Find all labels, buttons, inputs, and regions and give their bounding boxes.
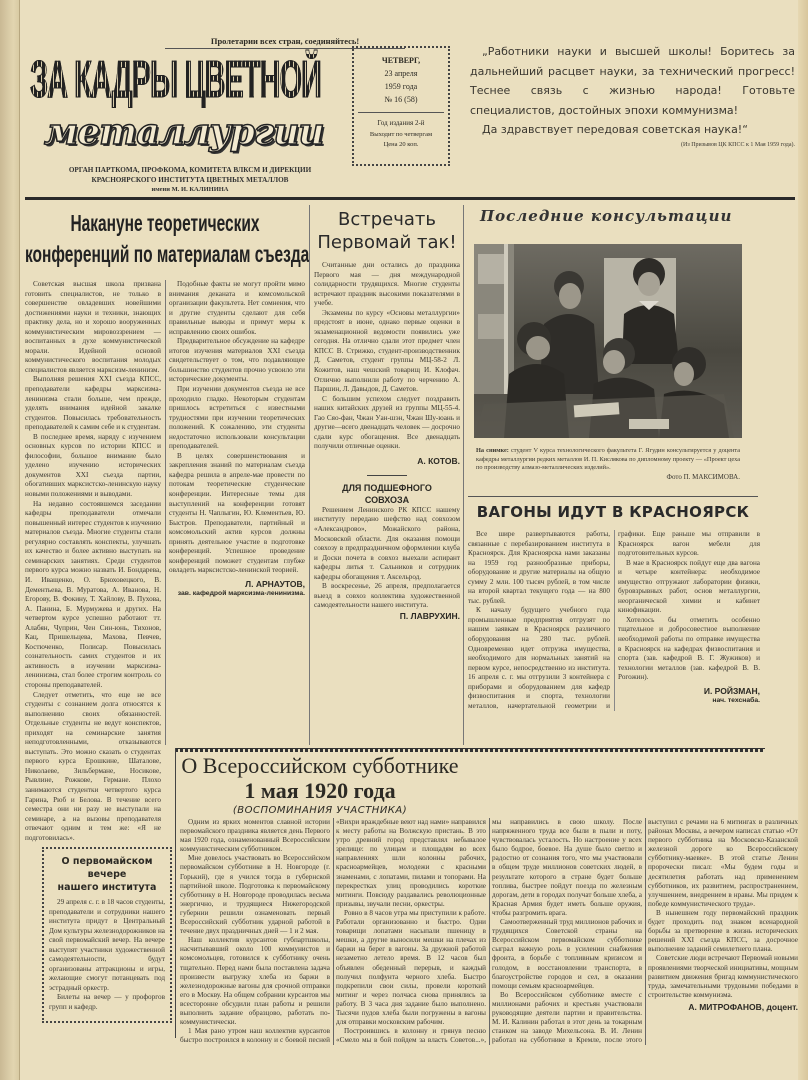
column-divider [165, 280, 166, 745]
paragraph: Одним из ярких моментов славной истории первомайского праздника является день Первого мая 1920 года, ознаменованный Всероссийским коммунистическим субботником. [180, 818, 330, 854]
headline-line: О первомайском [61, 856, 153, 867]
signature: Л. АРНАУТОВ, [245, 578, 305, 589]
headline: ВАГОНЫ ИДУТ В КРАСНОЯРСК [476, 503, 750, 521]
signature: А. МИТРОФАНОВ, доцент. [688, 1001, 798, 1012]
headline-line: нашего института [57, 882, 157, 893]
article-conferences [25, 210, 310, 272]
headline [49, 855, 165, 894]
quote-source: (Из Призывов ЦК КПСС к 1 Мая 1959 года). [681, 141, 795, 148]
article-mayday-headline [314, 208, 460, 254]
paragraph: Считанные дни остались до праздника Первого мая — дня международной солидарности трудящихся. Многие студенты встречают праздник высокими показателями в учебе. [314, 261, 460, 308]
headline: ДЛЯ ПОДШЕФНОГО СОВХОЗА [342, 482, 432, 505]
article-mayday-body [314, 261, 460, 622]
paragraph: Ровно в 8 часов утра мы приступили к работе. Работали организованно и быстро. Одни товарищи лопатами насыпали пшеницу в мешки, а другие выносили мешки на плечах из баржи на берег в вагоны. За дружной работой незаметно летело время. В 12 часов был объявлен обеденный перерыв, и каждый получил полфунта черного хлеба. Быстро подкрепили свои силы, провели короткий митинг и через полчаса снова принялись за работу. В 3 часа дня задание было выполнено. Тысячи пудов хлеба были погружены в вагоны для отправки московским рабочим. [336, 908, 486, 1027]
masthead-rule [25, 197, 795, 200]
headline: 1 мая 1920 года [244, 778, 396, 803]
issue-date-box [352, 46, 450, 166]
year: 1959 года [384, 82, 418, 91]
divider [468, 496, 758, 497]
paragraph: В мае в Красноярск пойдут еще два вагона и четыре контейнера: необходимое имущество отгружают лаборатории физики, буровзрывных работ, основ металлургии, неорганической химии и кабинет кинофикации. [618, 558, 760, 615]
caption-lead: На снимке: [476, 447, 509, 454]
subheadline: (ВОСПОМИНАНИЯ УЧАСТНИКА) [232, 805, 408, 816]
signature: И. РОЙЗМАН, [703, 685, 760, 696]
photo-consultation [474, 244, 742, 438]
paragraphs [49, 898, 165, 1013]
headline: Первомай так! [317, 232, 457, 253]
paragraphs [25, 280, 161, 843]
newspaper-title-line1: ЗА КАДРЫ ЦВЕТНОЙ [30, 54, 348, 108]
article-evening [42, 847, 172, 1023]
paragraph: Мне довелось участвовать во Всероссийском первомайском субботнике в Н. Новгороде (г. Горький), где я учился тогда в губернской партийной школе. Подготовка к первомайскому субботнику в Н. Новгороде проводилась весьма энергично, и трудящиеся Нижегородской губернии решили ознаменовать первый Всероссийский субботник ударной работой в течение двух праздничных дней — 1 и 2 мая. [180, 854, 330, 936]
paragraph: При изучении документов съезда не все проходило гладко. Некоторым студентам пришлось встретиться с известными трудностями при изучении теоретических положений. К сожалению, эти студенты недостаточно использовали консультации преподавателей. [169, 385, 305, 451]
masthead-organ [40, 165, 340, 195]
article-conferences-col2 [169, 280, 305, 598]
previous-page-fold [0, 0, 20, 1080]
paragraph: Подобные факты не могут пройти мимо внимания деканата и комсомольской организации факультета. Нет сомнения, что и другие студенты сделают для себя правильные выводы и примут меры к исправлению своих ошибок. [169, 280, 305, 336]
article-subbotnik-headline [180, 753, 460, 818]
caption-text: студент V курса технологического факультета Г. Ягудин консультируется у доцента кафедры металлургии редких металлов И. П. Кислякова по дипломному проекту — «Проект цеха по производству алмазо-металлических изделий». [476, 447, 740, 472]
headline: конференций по материалам съезда [25, 242, 310, 268]
paragraph: С большим успехом следует поздравить наших китайских друзей из группы МЦ-55-4. Гао Сяо-фан, Чжан Уан-шэн, Чжан Шу-юань и другие—всего двенадцать человек — досрочно сдали курс обогащения. Все двенадцать получили отличные оценки. [314, 394, 460, 451]
slogan-quote [470, 42, 795, 150]
paragraph: Следует отметить, что еще не все студенты с сознанием долга относятся к выполнению своих обязанностей. Отдельные студенты не ведут конспектов, приходят на семинарские занятия неподготовленными, отказываются выступать. Это можно сказать о студентах первого курса Ерошкине, Шаталове, Николаеве, Зильбермане, Носикове, Рывлине, Рожкове, Германе. Плохо занимаются студентки четвертого курса Гарина, Рюб и Белова. В течение всего семестра они ни разу не выступали на семинаре, а на вызовы преподавателя отвечают одним и тем же: «Я не подготовилась». [25, 690, 161, 842]
paragraph: Советские люди встречают Первомай новыми проявлениями творческой инициативы, мощным развитием движения бригад коммунистического труда, замечательными трудовыми победами в строительстве коммунизма. [648, 954, 798, 999]
organ-line: КРАСНОЯРСКОГО ИНСТИТУТА ЦВЕТНЫХ МЕТАЛЛОВ [91, 176, 289, 184]
paragraph: 1 Мая рано утром наш коллектив курсантов быстро построился в колонну и с боевой песней «Вихри враждебные веют над нами» направился к месту работы на Волжскую пристань. В это утро древний город представлял небывалое зрелище: по улицам и площадям во всех направлениях шли колонны рабочих, красноармейцев, молодежи с красными знаменами, с лопатами, пилами и топорами. На перекрестках улиц проводились короткие митинги. Повсюду раздавались революционные призывы, звучали песни, оркестры. [180, 818, 486, 1045]
weekday: ЧЕТВЕРГ, [381, 56, 421, 65]
quote-text: „Работники науки и высшей школы! Боритесь за дальнейший расцвет науки, за технический прогресс! Теснее связь с жизнью народа! Готовьте специалистов, достойных эпохи коммунизма! [470, 45, 795, 117]
headline: О Всероссийском субботнике [181, 753, 459, 778]
page-edge [798, 0, 808, 1080]
paragraph: В нынешнем году первомайский праздник будет проходить под знаком всенародной борьбы за претворение в жизнь исторических решений XXI съезда КПСС, за досрочное выполнение заданий семилетнего плана. [648, 908, 798, 954]
paragraph: К началу будущего учебного года промышленные предприятия отгрузят по нашим заявкам в Красноярск различного оборудования на 280 тыс. рублей. Одновременно идет отгрузка имущества, необходимого для нормальных занятий на первом курсе, непосредственно из института. 16 апреля с. г. мы отгрузили 3 контейнера с приборами и оборудованием для кафедр физвоспитания и спорта, технологии металлов, начертательной геометрии и графики. Еще раньше мы отправили в Красноярск вагон мебели для подготовительных курсов. [468, 530, 760, 710]
headline-line: вечере [87, 869, 127, 880]
paragraph: Решением Ленинского РК КПСС нашему институту передано шефство над совхозом «Александрово», Можайского района, Московской области. Для оказания помощи совхозу в предпраздничном оформлении клуба и Доски почета в совхоз выехали аспирант кафедры литья т. Сальников и сотрудник кафедры обогащения т. Аксельрод. [314, 505, 460, 581]
signature-title: зав. кафедрой марксизма-ленинизма. [177, 589, 305, 597]
photo-caption [476, 447, 740, 481]
headline: Встречать [338, 209, 436, 230]
organ-line: имени М. И. КАЛИНИНА [151, 186, 229, 193]
paragraph: Экзамены по курсу «Основы металлургии» предстоят в июне, однако первые оценки в экзаменационной ведомости появились уже сегодня. На отлично сдали этот предмет член КПСС В. Стрижко, студент-производственник Д. Саметов, студент группы МЦ-58-2 Л. Кожитов, наш чешский товарищ И. Клофач. Отлично выполнили работу по черчению А. Паршин, Л. Давыдов, Д. Саметов. [314, 308, 460, 394]
newspaper-title-line2: металлургии [44, 111, 324, 153]
paragraph: Билеты на вечер — у профоргов групп и кафедр. [49, 993, 165, 1012]
headline: Накануне теоретических [70, 211, 260, 237]
masthead-slogan: Пролетарии всех стран, соединяйтесь! [165, 36, 405, 49]
photo-headline: Последние консультации [480, 207, 733, 225]
paragraph: Самоотверженный труд миллионов рабочих и трудящихся Советской страны на Всероссийском первомайском субботнике сыграл важную роль в усилении снабжения фронта, в борьбе с топливным кризисом и голодом, в восстановлении транспорта, в благоустройстве городов и сел, в оказании помощи семьям красноармейцев. [492, 918, 642, 990]
paragraph: В целях совершенствования и закрепления знаний по материалам съезда кафедра решила в апреле-мае провести по потокам теоретические студенческие конференции. Интересные темы для выступлений на конференции готовят студенты Н. Чаплыгин, Ю. Клементьев, Ю. Быстров. Преподаватели, партийный и комсомольский актив курсов должны принять деятельное участие в подготовке конференций. Успешное проведение конференций поможет студентам глубже овладеть марксистско-ленинской теорией. [169, 451, 305, 575]
paragraph: Все шире развертываются работы, связанные с перебазированием института в Красноярск. Для Красноярска нами заказаны на 1959 год разнообразные приборы, оборудование и другие материалы на общую сумму 2 млн. 100 тысяч рублей, в том числе на второй квартал текущего года — на 800 тыс. рублей. [468, 530, 610, 605]
quote-text-2: Да здравствует передовая советская наука!“ [482, 123, 748, 136]
paragraph: Построившись в колонну и грянув песню «Смело мы в бой пойдем за власть Советов...», мы направились в свою школу. После напряженного труда все были в пыли и поту, чувствовалась усталость. Но настроение у всех было бодрое, боевое. На душе было светло и радостно от сознания того, что мы участвовали в общем труде миллионов советских людей, в результате которого в стране будет больше топлива, быстрее пойдут поезда по железным дорогам, дети в городах получат больше хлеба, а Красная Армия будет иметь больше оружия, чтобы разгромить врага. [336, 818, 642, 1045]
paragraph: Советская высшая школа призвана готовить специалистов, не только в совершенстве овладевших новейшими достижениями науки и техники, знающих практику дела, но и хорошо вооруженных коммунистическим мировоззрением — воспитанных в духе коммунистической морали. Идейной основой коммунистического воспитания молодых специалистов является марксизм-ленинизм. [25, 280, 161, 374]
paragraph: 29 апреля с. г. в 18 часов студенты, преподаватели и сотрудники нашего института придут в Центральный Дом культуры железнодорожников на свой первомайский вечер. На вечере выступят участники художественной самодеятельности, будут организованы аттракционы и игры, желающие смогут потанцевать под эстрадный оркестр. [49, 898, 165, 992]
signature: П. ЛАВРУХИН. [399, 610, 460, 621]
section-divider [175, 748, 765, 752]
paragraph: Выполняя решения XXI съезда КПСС, преподаватели кафедры марксизма-ленинизма стали больше, чем прежде, уделять внимания идейной закалке студентов. Повысилась требовательность преподавателей к самим себе и к студентам. [25, 375, 161, 432]
paragraphs [169, 280, 305, 576]
paragraphs [314, 261, 460, 452]
article-conferences-col1 [25, 280, 161, 843]
frequency: Выходит по четвергам [369, 131, 433, 138]
photo-credit: Фото П. МАКСИМОВА. [666, 472, 740, 481]
organ-line: ОРГАН ПАРТКОМА, ПРОФКОМА, КОМИТЕТА ВЛКСМ И ДИРЕКЦИИ [68, 166, 312, 174]
signature: А. КОТОВ. [417, 455, 460, 466]
paragraphs [314, 506, 460, 611]
paragraph: Во Всероссийском субботнике вместе с миллионами рабочих и крестьян участвовали руководящие деятели партии и правительства. М. И. Калинин работал в этот день за токарным станком на заводе Михельсона. В. И. Ленин работал на субботнике в Кремле, после этого выступил с речами на 6 митингах в различных районах Москвы, а вечером написал статью «От первого субботника на Московско-Казанской железной дороге ко Всероссийскому субботнику-маевке». В этой статье Ленин пророчески писал: «Мы будем годы и десятилетия работать над применением субботников, их развитием, распространением, улучшением, внедрением в нравы. Мы придем к победе коммунистического труда». [492, 818, 798, 1045]
paragraph: На недавно состоявшемся заседании кафедры преподаватели отмечали повышенный интерес студентов к изучению материалов съезда. Многие студенты стали регулярно составлять конспекты, улучшать их качество и более активно выступать на семинарских занятиях. Среди студентов первого курса можно назвать И. Бондарева, И. Иващенко, О. Брюховецкого, В. Дементьева, В. Муратова, А. Иванова, Н. Егорову, В. Фокину, Т. Хайлову, В. Пухова, А. Панина, Б. Мурмужева и других. На четвертом курсе успешно работают тт. Алабян, Чуприн, Чен Син-юнь, Тихонов, Кац, Пришельцева, Махова, Певчев, Костюченко, Полисар. Повысилась сознательность самих студентов и их активность в изучении марксизма-ленинизма, стал более строгим контроль со стороны преподавателей. [25, 499, 161, 689]
column-divider [463, 205, 464, 745]
price: Цена 20 коп. [383, 141, 419, 148]
column-divider [309, 205, 310, 745]
paragraph: Хотелось бы отметить особенно тщательное и добросовестное выполнение необходимой работы по отправке имущества в Красноярск на кафедрах физвоспитания и спорта (зав. кафедрой В. Г. Жужиков) и технологии металлов (зав. кафедрой В. В. Рогожин). [618, 615, 760, 682]
paragraph: В воскресенье, 26 апреля, предполагается выезд в совхоз коллектива художественной самодеятельности нашего института. [314, 582, 460, 610]
paragraph: Предварительное обсуждение на кафедре итогов изучения материалов XXI съезда свидетельствует о том, что подавляющее большинство студентов прочно усвоило эти исторические документы. [169, 337, 305, 384]
article-wagons-body [468, 530, 760, 711]
edition-year: Год издания 2-й [377, 119, 425, 127]
date: 23 апреля [384, 69, 418, 78]
signature-title: нач. техснаба. [712, 696, 760, 704]
column-divider [175, 748, 176, 1038]
paragraph: Наш коллектив курсантов губпартшколы, насчитывавший около 100 коммунистов и комсомольцев, готовился к субботнику очень тщательно. Перед нами была поставлена задача произвести выгрузку хлеба из баржи в железнодорожные вагоны для срочной отправки его в Москву. На общем собрании курсантов мы всесторонне обсудили план работы и решили выполнить задание образцово, работать по-коммунистически. [180, 936, 330, 1027]
issue-number: № 16 (58) [384, 95, 418, 104]
article-subbotnik-body [180, 818, 798, 1045]
paragraphs [468, 530, 760, 711]
paragraph: В последнее время, наряду с изучением основных курсов по истории КПСС и философии, большое внимание было уделено изучению исторических документов XXI съезда партии, обогативших марксистско-ленинскую науку новыми положениями и выводами. [25, 432, 161, 499]
